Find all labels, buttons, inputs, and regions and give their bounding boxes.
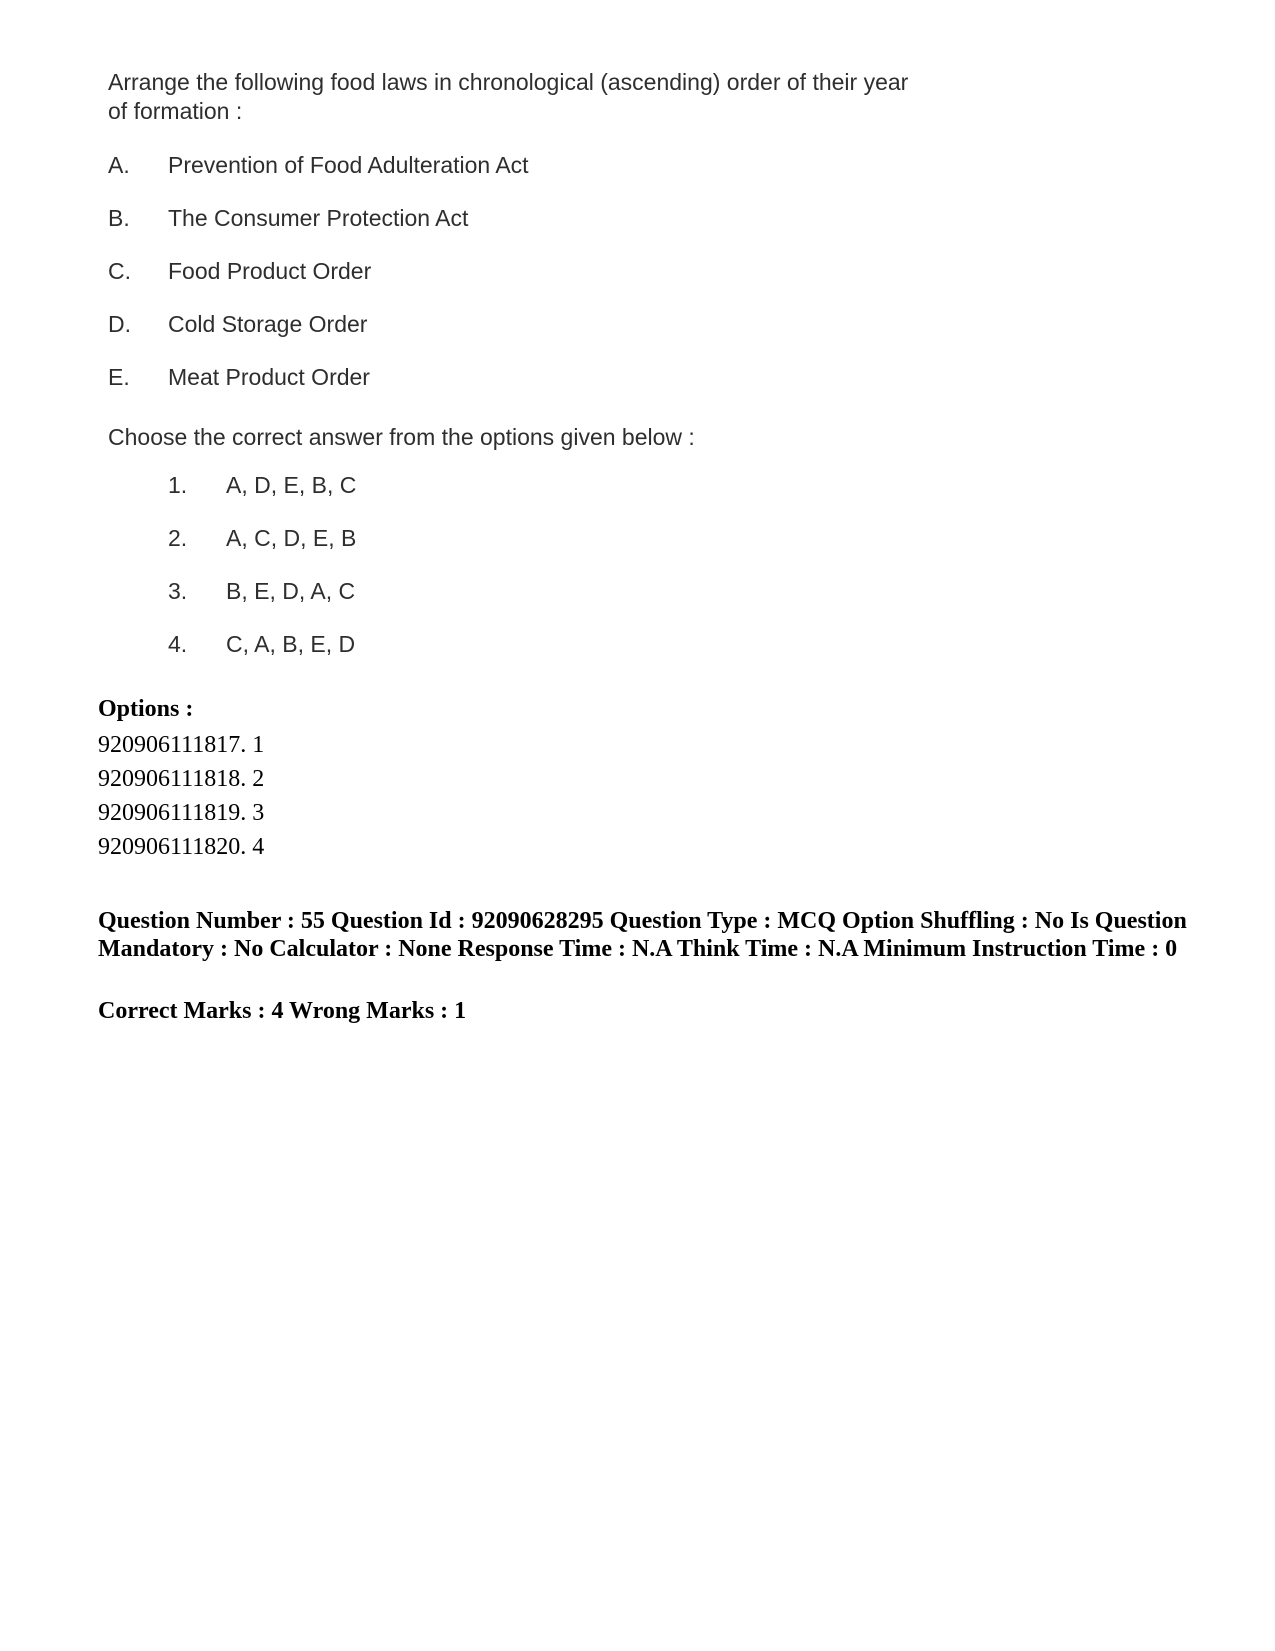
question-metadata: Question Number : 55 Question Id : 92090628295 Question Type : MCQ Option Shuffling : No Is Question Mandatory : No Calculator : None Response Time : N.A Think Time : N.A Minimum Instruction Time : 0 bbox=[98, 908, 1187, 962]
choice-number: 4. bbox=[168, 631, 188, 657]
question-text-line-1: Arrange the following food laws in chronological (ascending) order of their year bbox=[108, 69, 909, 95]
statement-letter: B. bbox=[108, 205, 130, 231]
statement-letter: C. bbox=[108, 258, 131, 284]
option-item: 920906111819. 3 bbox=[98, 800, 265, 826]
choice-text: A, D, E, B, C bbox=[226, 472, 357, 498]
option-item: 920906111820. 4 bbox=[98, 834, 265, 860]
choice-number: 3. bbox=[168, 578, 188, 604]
choice-number: 1. bbox=[168, 472, 188, 498]
statement-text: Food Product Order bbox=[168, 258, 372, 284]
question-text bbox=[108, 68, 1008, 126]
question-instruction: Choose the correct answer from the options given below : bbox=[108, 424, 695, 450]
statement-text: Meat Product Order bbox=[168, 364, 370, 390]
options-list bbox=[98, 728, 264, 864]
question-text-line-2: of formation : bbox=[108, 98, 243, 124]
option-item: 920906111818. 2 bbox=[98, 766, 265, 792]
option-item: 920906111817. 1 bbox=[98, 732, 265, 758]
choice-text: C, A, B, E, D bbox=[226, 631, 356, 657]
marks-info: Correct Marks : 4 Wrong Marks : 1 bbox=[98, 998, 467, 1024]
choice-number: 2. bbox=[168, 525, 188, 551]
options-heading: Options : bbox=[98, 696, 194, 722]
statement-text: The Consumer Protection Act bbox=[168, 205, 469, 231]
statement-letter: E. bbox=[108, 364, 130, 390]
choice-text: B, E, D, A, C bbox=[226, 578, 356, 604]
statement-letter: A. bbox=[108, 152, 130, 178]
statement-letter: D. bbox=[108, 311, 131, 337]
statement-text: Prevention of Food Adulteration Act bbox=[168, 152, 529, 178]
choice-text: A, C, D, E, B bbox=[226, 525, 357, 551]
statement-text: Cold Storage Order bbox=[168, 311, 368, 337]
